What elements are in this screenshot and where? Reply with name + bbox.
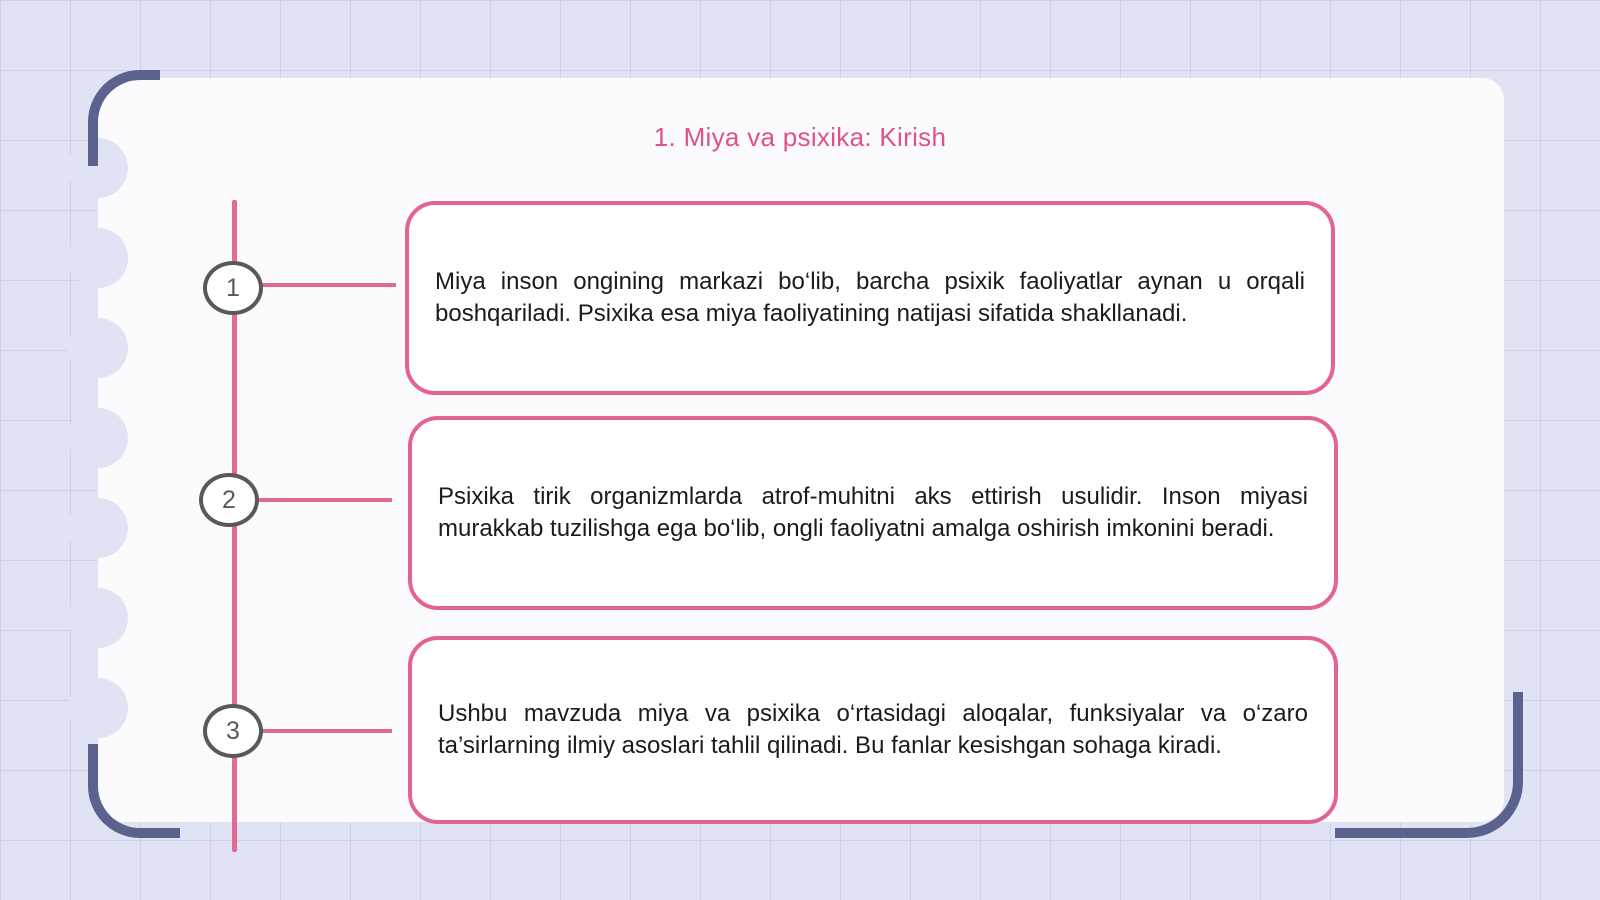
slide-title: 1. Miya va psixika: Kirish	[653, 122, 947, 152]
frame-corner-bottom-left	[88, 744, 180, 838]
binder-hole	[68, 228, 128, 288]
card-text: Psixika tirik organizmlarda atrof-muhitni aks ettirish usulidir. Inson miyasi murakkab tuzilishga ega bo‘lib, ongli faoliyatni amalga oshirish imkonini beradi.	[438, 483, 1308, 542]
frame-corner-top-left	[88, 70, 160, 166]
step-number-circle: 2	[199, 473, 259, 527]
card-text: Miya inson ongining markazi bo‘lib, barcha psixik faoliyatlar aynan u orqali boshqariladi. Psixika esa miya faoliyatining natijasi sifatida shakllanadi.	[435, 268, 1305, 327]
binder-hole	[68, 408, 128, 468]
step-number-circle: 1	[203, 261, 263, 315]
binder-hole	[68, 588, 128, 648]
card-text: Ushbu mavzuda miya va psixika o‘rtasidagi aloqalar, funksiyalar va o‘zaro ta’sirlarning ilmiy asoslari tahlil qilinadi. Bu fanlar kesishgan sohaga kiradi.	[438, 700, 1308, 759]
binder-hole	[68, 498, 128, 558]
frame-corner-bottom-right	[1335, 692, 1523, 838]
timeline-card	[405, 201, 1335, 395]
step-number-circle: 3	[203, 704, 263, 758]
timeline-card	[408, 416, 1338, 610]
binder-hole	[68, 318, 128, 378]
binder-hole	[68, 678, 128, 738]
timeline-connector	[262, 283, 396, 287]
timeline-connector	[258, 498, 392, 502]
timeline-card	[408, 636, 1338, 824]
timeline-connector	[262, 729, 392, 733]
